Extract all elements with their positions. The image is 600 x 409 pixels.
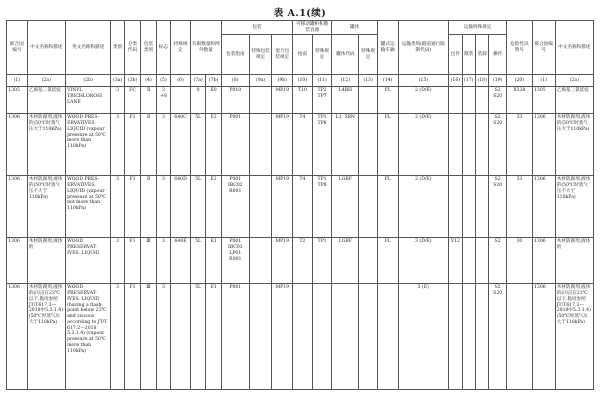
header-transport-category: 运输类别(隧道通行限制代码)	[398, 21, 449, 75]
cell-pi: P001 IBC03 LP01 R001	[221, 238, 249, 284]
cell-s17	[462, 238, 475, 284]
cell-s19: S2 S20	[489, 284, 507, 390]
cell-mp: MP19	[272, 114, 293, 176]
cell-s18	[475, 87, 488, 114]
cell-hazard: 33	[506, 114, 532, 176]
cell-eq: E2	[206, 176, 222, 238]
header-pack-instr: 包装指南	[221, 35, 249, 75]
cell-class: 3	[111, 114, 124, 176]
header-transport-special: 运输特殊规定	[449, 21, 507, 35]
cell-eq: E0	[206, 87, 222, 114]
col-num: (9b)	[272, 75, 293, 87]
cell-pg: Ⅱ	[141, 176, 156, 238]
cell-s19: S2 S20	[489, 87, 507, 114]
cell-label: 3 +8	[156, 87, 170, 114]
cell-s16	[449, 176, 462, 238]
cell-sp	[171, 87, 191, 114]
cell-cn-2: 木材防腐剂,液体的(50℃时蒸气压大于110kPa)	[555, 114, 593, 176]
cell-pts: TP2 TP7	[312, 87, 332, 114]
cell-tsp	[359, 176, 378, 238]
col-num: (6)	[171, 75, 191, 87]
cell-veh: FL	[377, 114, 398, 176]
header-class: 类别	[111, 21, 124, 75]
cell-eq: E2	[206, 114, 222, 176]
cell-class: 3	[111, 284, 124, 390]
cell-mp: MP19	[272, 87, 293, 114]
col-num: (9a)	[249, 75, 272, 87]
table-row	[7, 238, 594, 284]
cell-label: 3	[156, 284, 170, 390]
col-num: (18)	[475, 75, 488, 87]
cell-code: F1	[124, 238, 141, 284]
cell-pti: T4	[293, 114, 313, 176]
header-tank: 罐体	[332, 21, 377, 35]
cell-pg: Ⅲ	[141, 284, 156, 390]
col-num: (3a)	[111, 75, 124, 87]
col-num: (16)	[449, 75, 462, 87]
header-pt-special: 特殊规定	[312, 35, 332, 75]
cell-class: 3	[111, 87, 124, 114]
cell-pi: P010	[221, 87, 249, 114]
cell-un-2: 1306	[532, 176, 555, 238]
cell-pti: T2	[293, 238, 313, 284]
cell-ps	[249, 176, 272, 238]
cell-pi: P001	[221, 114, 249, 176]
cell-eq: E1	[206, 238, 222, 284]
cell-un: 1306	[7, 238, 28, 284]
header-vehicle: 罐式运输车辆	[377, 21, 398, 75]
cell-sp	[171, 284, 191, 390]
cell-cn-2: 木材防腐剂,液体的	[555, 238, 593, 284]
col-num: (20)	[506, 75, 532, 87]
cell-s19: S2 S20	[489, 114, 507, 176]
cell-en: WOOD PRES-ERVATIVES, LIQUID (vapour pressure at 50℃ more than 110kPa)	[65, 114, 110, 176]
cell-tsp	[359, 87, 378, 114]
cell-veh: FL	[377, 87, 398, 114]
cell-s16	[449, 114, 462, 176]
cell-lq: 0	[190, 87, 205, 114]
cell-en: WOOD PRES-ERVATIVES, LIQUID (vapour pressure at 50℃ not more than 110kPa)	[65, 176, 110, 238]
header-load-unload: 装卸	[475, 35, 488, 75]
cell-tc: LGBF	[332, 238, 359, 284]
col-num: (17)	[462, 75, 475, 87]
cell-s18	[475, 284, 488, 390]
header-class-code: 分类代码	[124, 21, 141, 75]
cell-lq: 5L	[190, 284, 205, 390]
cell-code: F1	[124, 284, 141, 390]
cell-cn-2: 木材防腐剂,液体的(闪点在23℃以下,黏度参照JT/T617.2—2018中5.3.1.4)(50℃时蒸气压大于110kPa)	[555, 284, 593, 390]
cell-cn: 乙烯基三氯硅烷	[27, 87, 65, 114]
cell-s19: S2 S20	[489, 176, 507, 238]
col-num: (7b)	[206, 75, 222, 87]
cell-cn-2: 乙烯基三氯硅烷	[555, 87, 593, 114]
cell-pti: T4	[293, 176, 313, 238]
cell-class: 3	[111, 238, 124, 284]
cell-tc: LGBF	[332, 176, 359, 238]
header-un-no-2: 联合国编号	[532, 21, 555, 75]
cell-s18	[475, 114, 488, 176]
cell-pts	[312, 284, 332, 390]
cell-lq: 5L	[190, 114, 205, 176]
col-num: (15)	[398, 75, 449, 87]
cell-tcat: 2 (D/E)	[398, 114, 449, 176]
cell-label: 3	[156, 238, 170, 284]
cell-eq: E1	[206, 284, 222, 390]
cell-cn: 木材防腐剂,液体的	[27, 238, 65, 284]
cell-ps	[249, 284, 272, 390]
header-un-no: 联合国编号	[7, 21, 28, 75]
col-num: (11)	[312, 75, 332, 87]
cell-mp: MP19	[272, 284, 293, 390]
cell-veh	[377, 284, 398, 390]
cell-en: VINYL TRICHLOROSI LANE	[65, 87, 110, 114]
header-cn-name-2: 中文名称和描述	[555, 21, 593, 75]
cell-pts: TP1	[312, 238, 332, 284]
cell-tsp	[359, 114, 378, 176]
cell-un-2: 1306	[532, 284, 555, 390]
cell-lq: 5L	[190, 176, 205, 238]
dangerous-goods-table	[6, 20, 594, 390]
header-operation: 操作	[489, 35, 507, 75]
col-num: (1)	[532, 75, 555, 87]
cell-tcat: 3 (D/E)	[398, 238, 449, 284]
header-bulk: 散装	[462, 35, 475, 75]
cell-tcat: 3 (E)	[398, 284, 449, 390]
cell-ps	[249, 87, 272, 114]
cell-label: 3	[156, 114, 170, 176]
cell-mp: MP19	[272, 176, 293, 238]
cell-tsp	[359, 284, 378, 390]
cell-tcat: 2 (D/E)	[398, 176, 449, 238]
header-packaging: 包装	[221, 21, 292, 35]
cell-cn: 木材防腐剂,液体的(50℃时蒸气压不大于110kPa)	[27, 176, 65, 238]
table-row	[7, 284, 594, 390]
cell-sp: 640E	[171, 238, 191, 284]
cell-pti: T10	[293, 87, 313, 114]
cell-hazard: X338	[506, 87, 532, 114]
cell-s17	[462, 284, 475, 390]
header-packing-group: 包装类别	[141, 21, 156, 75]
cell-un-2: 1306	[532, 238, 555, 284]
cell-tcat: 2 (D/E)	[398, 87, 449, 114]
cell-hazard: 30	[506, 238, 532, 284]
cell-pg: Ⅱ	[141, 114, 156, 176]
cell-sp: 640C	[171, 114, 191, 176]
cell-s16	[449, 87, 462, 114]
cell-mp: MP19	[272, 238, 293, 284]
cell-class: 3	[111, 176, 124, 238]
header-tank-code: 罐体代码	[332, 35, 359, 75]
header-hazard-id: 危险性识别号	[506, 21, 532, 75]
header-pack-special: 特殊包装规定	[249, 35, 272, 75]
cell-s16	[449, 284, 462, 390]
cell-pi: P001	[221, 284, 249, 390]
col-num: (12)	[332, 75, 359, 87]
cell-un-2: 1306	[532, 114, 555, 176]
col-num: (10)	[293, 75, 313, 87]
cell-hazard: 33	[506, 176, 532, 238]
cell-en: WOOD PRESERVAT-IVES, LIQUID	[65, 238, 110, 284]
table-title: 表 A.1(续)	[273, 8, 327, 19]
cell-s17	[462, 114, 475, 176]
cell-cn-2: 木材防腐剂,液体的(50℃时蒸气压不大于110kPa)	[555, 176, 593, 238]
cell-pg: Ⅲ	[141, 238, 156, 284]
table-row	[7, 114, 594, 176]
cell-un: 1306	[7, 114, 28, 176]
cell-hazard	[506, 284, 532, 390]
header-special-provisions: 特殊规定	[171, 21, 191, 75]
col-num: (14)	[377, 75, 398, 87]
col-num: (3b)	[124, 75, 141, 87]
header-packages: 包件	[449, 35, 462, 75]
cell-tc: L4BH	[332, 87, 359, 114]
col-num: (13)	[359, 75, 378, 87]
col-num: (4)	[141, 75, 156, 87]
header-portable-tank: 可移动罐柜和散装容器	[293, 21, 332, 35]
table-row	[7, 176, 594, 238]
cell-pts: TP1 TP8	[312, 114, 332, 176]
cell-s17	[462, 176, 475, 238]
header-tank-special: 特殊规定	[359, 35, 378, 75]
cell-pts: TP1 TP8	[312, 176, 332, 238]
cell-veh: FL	[377, 176, 398, 238]
cell-tc: L1. 5BN	[332, 114, 359, 176]
header-limited-excepted: 有限数量和例外数量	[190, 21, 221, 75]
cell-code: F1	[124, 176, 141, 238]
header-pt-instr: 指南	[293, 35, 313, 75]
header-labels: 标志	[156, 21, 170, 75]
col-num: (2b)	[65, 75, 110, 87]
cell-un: 1305	[7, 87, 28, 114]
cell-s18	[475, 176, 488, 238]
cell-tsp	[359, 238, 378, 284]
cell-veh: FL	[377, 238, 398, 284]
col-num: (5)	[156, 75, 170, 87]
header-mixed-packing: 混合包装规定	[272, 35, 293, 75]
table-row	[7, 87, 594, 114]
cell-lq: 5L	[190, 238, 205, 284]
cell-s18	[475, 238, 488, 284]
col-num: (1)	[7, 75, 28, 87]
cell-un: 1306	[7, 284, 28, 390]
col-num: (2a)	[27, 75, 65, 87]
cell-s17	[462, 87, 475, 114]
col-num: (2a)	[555, 75, 593, 87]
cell-cn: 木材防腐剂,液体的(闪点在23℃以下,黏度参照JT/T617.2—2018中5.3.1.4)(50℃时蒸气压大于110kPa)	[27, 284, 65, 390]
cell-ps	[249, 238, 272, 284]
cell-sp: 640D	[171, 176, 191, 238]
cell-tc	[332, 284, 359, 390]
cell-cn: 木材防腐剂,液体的(50℃时蒸气压大于110kPa)	[27, 114, 65, 176]
cell-en: WOOD PRESERVAT-IVES, LIQUID (having a flash-point below 23℃ and viscous according to JT/T 617.2—2018 5.3.1.4) (vapour pressure at 50℃ more than 110kPa)	[65, 284, 110, 390]
cell-pg: Ⅱ	[141, 87, 156, 114]
cell-un: 1306	[7, 176, 28, 238]
cell-s16: V12	[449, 238, 462, 284]
col-num: (8)	[221, 75, 249, 87]
cell-pti	[293, 284, 313, 390]
cell-code: F1	[124, 114, 141, 176]
cell-code: FC	[124, 87, 141, 114]
cell-label: 3	[156, 176, 170, 238]
col-num: (7a)	[190, 75, 205, 87]
header-en-name: 英文名称和描述	[65, 21, 110, 75]
cell-pi: P001 IBC02 R001	[221, 176, 249, 238]
cell-ps	[249, 114, 272, 176]
cell-s19: S2	[489, 238, 507, 284]
col-num: (19)	[489, 75, 507, 87]
cell-un-2: 1305	[532, 87, 555, 114]
header-cn-name: 中文名称和描述	[27, 21, 65, 75]
